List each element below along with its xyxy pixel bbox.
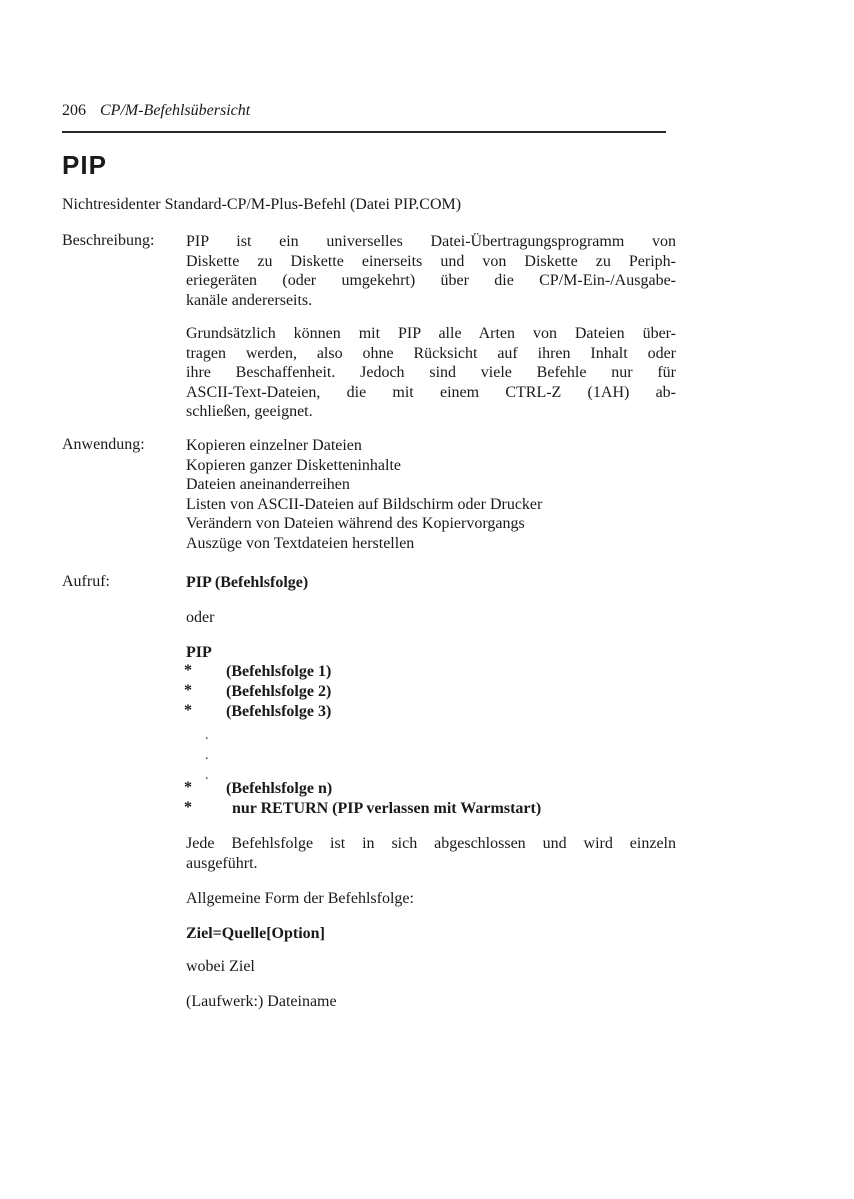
ellipsis-dot: . (205, 728, 209, 743)
text-line: schließen, geeignet. (186, 403, 313, 421)
syntax-form-1: PIP (Befehlsfolge) (186, 574, 309, 591)
beschreibung-para-2 (186, 324, 676, 422)
beschreibung-para-1 (186, 232, 676, 310)
label-aufruf: Aufruf: (62, 573, 110, 590)
anwendung-list (186, 436, 542, 554)
text-line: ihre Beschaffenheit. Jedoch sind viele Befehle nur für (186, 364, 676, 382)
list-item: Listen von ASCII-Dateien auf Bildschirm oder Drucker (186, 495, 543, 513)
text-line: kanäle andererseits. (186, 291, 313, 309)
list-item: Kopieren ganzer Disketteninhalte (186, 456, 402, 474)
text-line: Diskette zu Diskette einerseits und von Diskette zu Periph- (186, 252, 676, 270)
syntax-ziel-quelle: Ziel=Quelle[Option] (186, 925, 325, 942)
bullet-marker: * (184, 682, 192, 699)
text-line: Jede Befehlsfolge ist in sich abgeschlossen und wird einzeln (186, 835, 676, 852)
section-heading: PIP (62, 150, 107, 180)
running-header (62, 102, 250, 120)
text-line: tragen werden, also ohne Rücksicht auf ihren Inhalt oder (186, 344, 676, 362)
bullet-marker: * (184, 662, 192, 679)
jede-befehlsfolge-para (186, 834, 676, 873)
page-number: 206 (62, 102, 86, 119)
intro-line: Nichtresidenter Standard-CP/M-Plus-Befehl (Datei PIP.COM) (62, 196, 462, 213)
label-beschreibung: Beschreibung: (62, 232, 155, 249)
ellipsis-dot: . (205, 748, 209, 763)
wobei-ziel-text: wobei Ziel (186, 958, 255, 975)
bullet-item-3: (Befehlsfolge 3) (226, 703, 332, 720)
text-line: ausgeführt. (186, 854, 258, 872)
text-line: Grundsätzlich können mit PIP alle Arten von Dateien über- (186, 325, 676, 342)
allgemeine-form-text: Allgemeine Form der Befehlsfolge: (186, 890, 414, 907)
oder-text: oder (186, 609, 215, 626)
bullet-marker: * (184, 779, 192, 796)
text-line: eriegeräten (oder umgekehrt) über die CP/M-Ein-/Ausgabe- (186, 272, 676, 290)
bullet-item-1: (Befehlsfolge 1) (226, 663, 332, 680)
ellipsis-dot: . (205, 768, 209, 783)
syntax-form-2-head: PIP (186, 644, 212, 661)
bullet-item-n: (Befehlsfolge n) (226, 780, 333, 797)
laufwerk-dateiname-text: (Laufwerk:) Dateiname (186, 993, 337, 1010)
bullet-item-2: (Befehlsfolge 2) (226, 683, 332, 700)
bullet-marker: * (184, 799, 192, 816)
running-title: CP/M-Befehlsübersicht (100, 102, 251, 119)
text-line: PIP ist ein universelles Datei-Übertragungsprogramm von (186, 233, 676, 250)
bullet-marker: * (184, 702, 192, 719)
text-line: ASCII-Text-Dateien, die mit einem CTRL-Z (1AH) ab- (186, 383, 676, 401)
list-item: Verändern von Dateien während des Kopiervorgangs (186, 515, 525, 533)
bullet-item-return: nur RETURN (PIP verlassen mit Warmstart) (232, 800, 542, 817)
list-item: Dateien aneinanderreihen (186, 476, 350, 494)
list-item: Kopieren einzelner Dateien (186, 437, 362, 454)
label-anwendung: Anwendung: (62, 436, 145, 453)
list-item: Auszüge von Textdateien herstellen (186, 534, 415, 552)
header-rule (62, 131, 666, 133)
